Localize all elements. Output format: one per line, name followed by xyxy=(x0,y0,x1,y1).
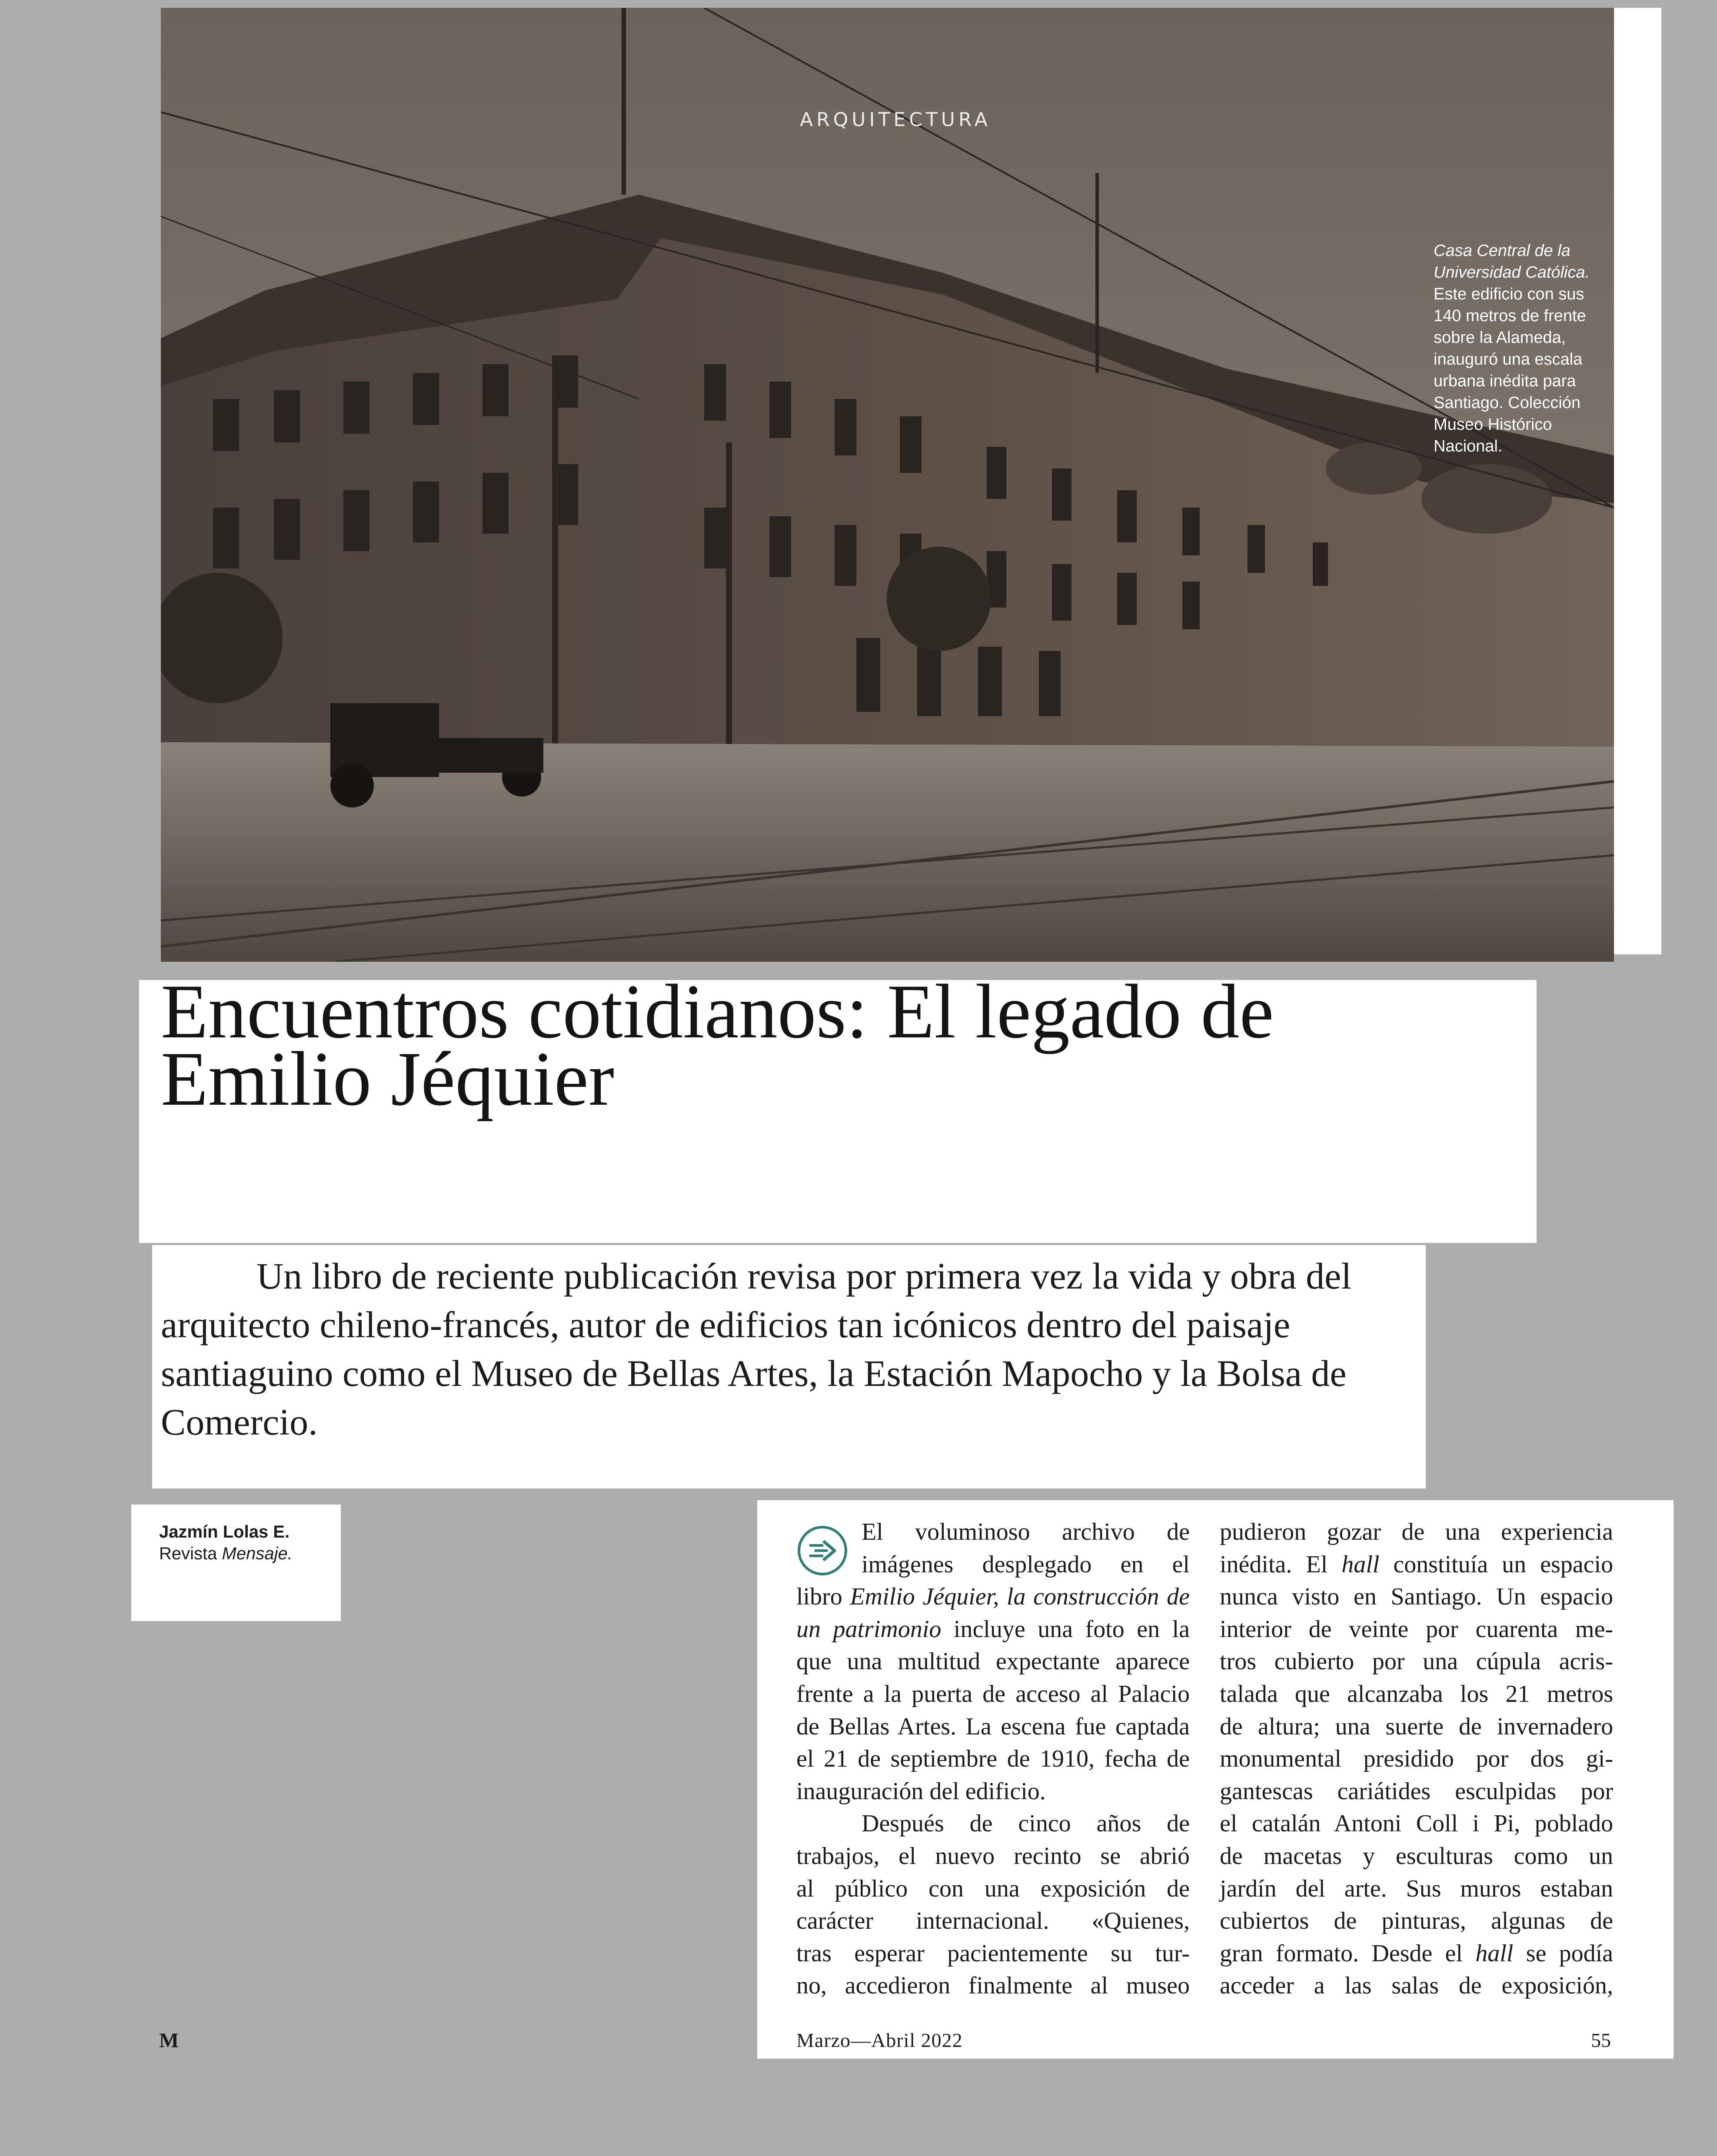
body-line: el 21 de septiembre de 1910, fecha de xyxy=(796,1745,1190,1773)
publication-name: Mensaje. xyxy=(222,1544,293,1563)
caption-line: 140 metros de frente xyxy=(1434,307,1586,325)
article-title-line: Encuentros cotidianos: El legado de xyxy=(161,968,1274,1054)
building-photo xyxy=(161,8,1614,962)
body-line: nunca visto en Santiago. Un espacio xyxy=(1220,1583,1613,1611)
body-line: acceder a las salas de exposición, xyxy=(1220,1972,1613,2000)
byline xyxy=(159,1521,293,1565)
body-text: se podía xyxy=(1526,1940,1613,1967)
photo-caption xyxy=(1434,240,1616,457)
caption-line: Este edificio con sus xyxy=(1434,285,1584,303)
caption-line: Santiago. Colección xyxy=(1434,394,1581,412)
body-line: el catalán Antoni Coll i Pi, poblado xyxy=(1220,1810,1613,1837)
article-title-line: Emilio Jéquier xyxy=(161,1036,615,1122)
magazine-logo: M xyxy=(159,2029,179,2052)
body-line: El voluminoso archivo de xyxy=(862,1518,1190,1545)
body-line xyxy=(796,1581,1190,1613)
caption-line: Nacional. xyxy=(1434,437,1503,455)
article-title xyxy=(161,968,1526,1122)
caption-line: urbana inédita para xyxy=(1434,372,1576,390)
body-line xyxy=(1220,1548,1613,1581)
body-text: gran formato. Desde el xyxy=(1220,1940,1463,1967)
caption-line: Museo Histórico xyxy=(1434,415,1552,434)
body-line: gantescas cariátides esculpidas por xyxy=(1220,1777,1613,1805)
body-line: tros cubierto por una cúpula acris- xyxy=(1220,1648,1613,1675)
body-line xyxy=(1220,1937,1613,1970)
body-text: constituía un espacio xyxy=(1393,1551,1614,1578)
body-line: jardín del arte. Sus muros estaban xyxy=(1220,1875,1613,1902)
body-line: no, accedieron finalmente al museo xyxy=(796,1972,1190,2000)
body-line: imágenes desplegado en el xyxy=(862,1551,1190,1578)
page-number: 55 xyxy=(1591,2029,1611,2051)
body-line: cubiertos de pinturas, algunas de xyxy=(1220,1907,1613,1935)
body-line: trabajos, el nuevo recinto se abrió xyxy=(796,1842,1190,1870)
body-line: carácter internacional. «Quienes, xyxy=(796,1907,1190,1935)
section-label: ARQUITECTURA xyxy=(800,109,991,131)
body-line: Después de cinco años de xyxy=(862,1810,1190,1837)
body-line: de Bellas Artes. La escena fue captada xyxy=(796,1713,1190,1740)
article-lead: Un libro de reciente publicación revisa por primera vez la vida y obra del arquitecto chileno-francés, autor de edificios tan icónicos dentro del paisaje santiaguino como el Museo de Bellas Artes, la Estación Mapocho y la Bolsa de Comercio. xyxy=(161,1255,1352,1443)
caption-line: Casa Central de la xyxy=(1434,242,1571,260)
body-line: talada que alcanzaba los 21 metros xyxy=(1220,1680,1613,1708)
body-line xyxy=(796,1613,1190,1646)
caption-line: Universidad Católica. xyxy=(1434,263,1590,282)
body-line: monumental presidido por dos gi- xyxy=(1220,1745,1613,1773)
body-line: pudieron gozar de una experiencia xyxy=(1220,1518,1613,1545)
body-text: inédita. El xyxy=(1220,1551,1328,1578)
author-name: Jazmín Lolas E. xyxy=(159,1522,290,1541)
caption-line: sobre la Alameda, xyxy=(1434,329,1566,347)
building-photo-illustration xyxy=(161,8,1614,962)
book-title: Emilio Jéquier, la construcción de xyxy=(850,1583,1190,1611)
body-text: libro xyxy=(796,1583,842,1611)
body-column-2 xyxy=(1220,1516,1613,2002)
body-line: tras esperar pacientemente su tur- xyxy=(796,1940,1190,1967)
foreign-term: hall xyxy=(1341,1551,1380,1578)
book-title: un patrimonio xyxy=(796,1615,942,1643)
body-line: de macetas y esculturas como un xyxy=(1220,1842,1613,1870)
foreign-term: hall xyxy=(1475,1940,1514,1967)
publication-prefix: Revista xyxy=(159,1544,217,1563)
issue-date: Marzo—Abril 2022 xyxy=(796,2029,963,2051)
body-line: al público con una exposición de xyxy=(796,1875,1190,1902)
body-line: frente a la puerta de acceso al Palacio xyxy=(796,1680,1190,1708)
body-line: inauguración del edificio. xyxy=(796,1777,1046,1805)
body-text: incluye una foto en la xyxy=(953,1615,1190,1643)
body-line: que una multitud expectante aparece xyxy=(796,1648,1190,1675)
caption-line: inauguró una escala xyxy=(1434,350,1583,369)
body-line: de altura; una suerte de invernadero xyxy=(1220,1713,1613,1740)
body-line: interior de veinte por cuarenta me- xyxy=(1220,1615,1613,1643)
body-column-1 xyxy=(796,1516,1190,2002)
